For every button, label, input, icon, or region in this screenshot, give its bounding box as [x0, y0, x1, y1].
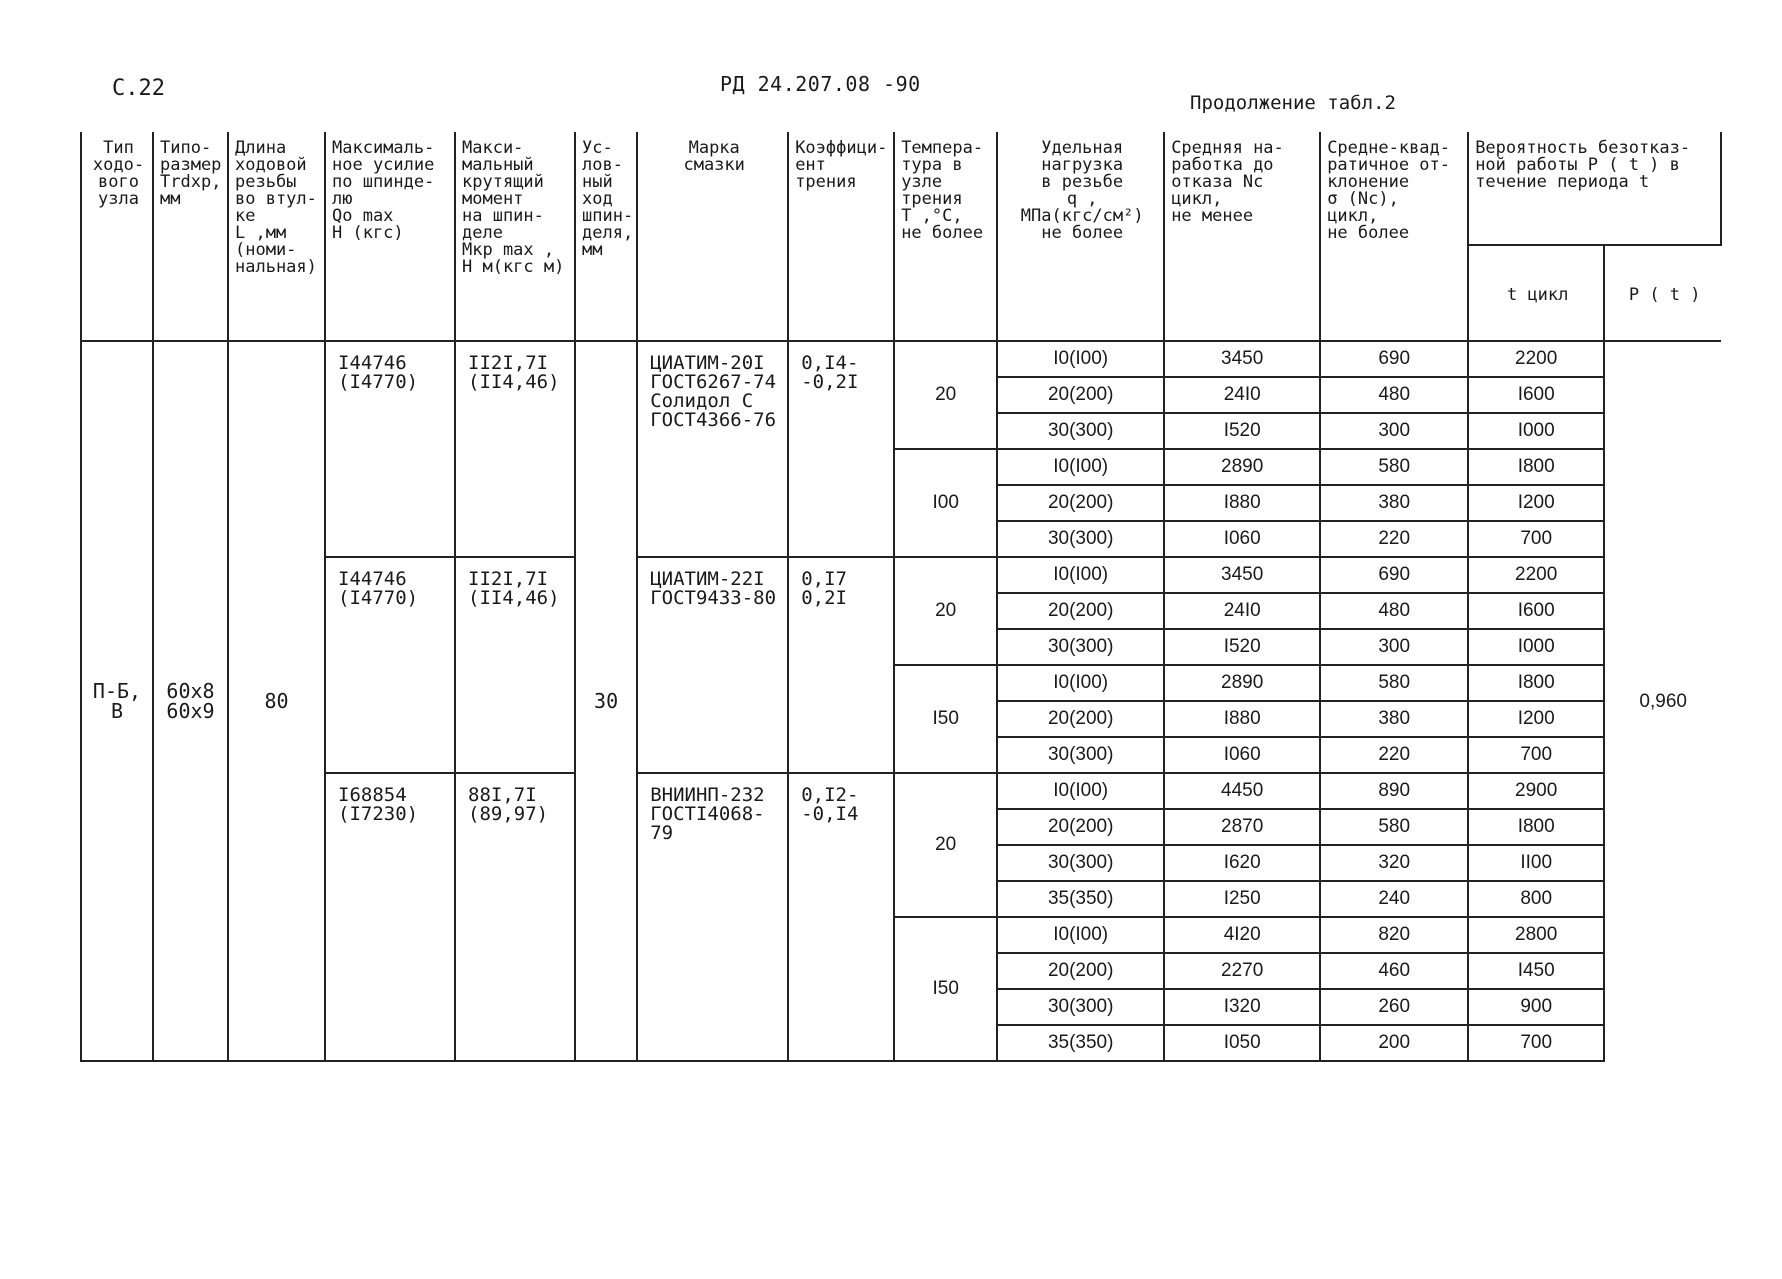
- header-stroke: [575, 132, 637, 341]
- header-line: не более: [1041, 223, 1124, 243]
- header-line: Темпера-: [901, 138, 984, 158]
- temperature-cell: 20: [894, 773, 997, 917]
- friction-coef-cell: 0,I7 0,2I: [788, 557, 894, 773]
- document-code: РД 24.207.08 -90: [720, 72, 921, 96]
- header-line: Н м(кгс м): [462, 257, 565, 277]
- header-line: мальный: [462, 155, 534, 175]
- std-deviation-cell: 200: [1320, 1025, 1468, 1061]
- std-deviation-cell: 300: [1320, 629, 1468, 665]
- specific-load-cell: I0(I00): [997, 917, 1164, 953]
- temperature-cell: I00: [894, 449, 997, 557]
- std-deviation-cell: 580: [1320, 449, 1468, 485]
- probability-cell: 0,960: [1604, 341, 1721, 1061]
- header-line: σ (Nc),: [1327, 189, 1399, 209]
- specific-load-cell: I0(I00): [997, 773, 1164, 809]
- header-line: на шпин-: [462, 206, 544, 226]
- temperature-cell: I50: [894, 917, 997, 1061]
- specific-load-cell: 20(200): [997, 809, 1164, 845]
- header-max-force: [325, 132, 455, 341]
- mean-time-cell: 3450: [1164, 341, 1320, 377]
- std-deviation-cell: 260: [1320, 989, 1468, 1025]
- header-line: Н (кгс): [332, 223, 404, 243]
- header-line: трения: [795, 172, 857, 192]
- header-line: ходо-: [92, 155, 145, 175]
- mean-time-cell: I060: [1164, 521, 1320, 557]
- header-line: момент: [462, 189, 524, 209]
- period-cycles-cell: 2900: [1468, 773, 1604, 809]
- header-line: крутящий: [462, 172, 544, 192]
- mean-time-cell: I880: [1164, 485, 1320, 521]
- mean-time-cell: 3450: [1164, 557, 1320, 593]
- header-line: ент: [795, 155, 826, 175]
- specific-load-cell: 35(350): [997, 881, 1164, 917]
- period-cycles-cell: I600: [1468, 593, 1604, 629]
- specific-load-cell: 30(300): [997, 413, 1164, 449]
- period-cycles-cell: 2200: [1468, 341, 1604, 377]
- period-cycles-cell: I600: [1468, 377, 1604, 413]
- lubricant-cell: ВНИИНП-232 ГОСТI4068-79: [637, 773, 788, 1061]
- mean-time-cell: 24I0: [1164, 593, 1320, 629]
- header-line: трения: [901, 189, 963, 209]
- header-line: в резьбе: [1041, 172, 1124, 192]
- header-line: отказа Nc: [1171, 172, 1264, 192]
- header-period-cycles: t цикл: [1468, 245, 1604, 341]
- mean-time-cell: I060: [1164, 737, 1320, 773]
- std-deviation-cell: 220: [1320, 521, 1468, 557]
- header-line: не более: [901, 223, 984, 243]
- header-line: клонение: [1327, 172, 1410, 192]
- header-line: деле: [462, 223, 503, 243]
- header-line: не более: [1327, 223, 1410, 243]
- friction-coef-cell: 0,I4- -0,2I: [788, 341, 894, 557]
- lubricant-cell: ЦИАТИМ-22I ГОСТ9433-80: [637, 557, 788, 773]
- header-line: вого: [98, 172, 139, 192]
- header-node-type: [81, 132, 153, 341]
- std-deviation-cell: 480: [1320, 593, 1468, 629]
- header-lubricant: [637, 132, 788, 341]
- header-line: МПа(кгс/см²): [1020, 206, 1144, 226]
- header-line: ный: [582, 172, 613, 192]
- header-std-deviation: [1320, 132, 1468, 341]
- std-deviation-cell: 480: [1320, 377, 1468, 413]
- std-deviation-cell: 690: [1320, 557, 1468, 593]
- period-cycles-cell: 800: [1468, 881, 1604, 917]
- mean-time-cell: 2870: [1164, 809, 1320, 845]
- header-line: T ,°C,: [901, 206, 963, 226]
- header-line: Типо-: [160, 138, 212, 158]
- max-moment-cell: II2I,7I (II4,46): [455, 341, 575, 557]
- max-force-cell: I44746 (I4770): [325, 341, 455, 557]
- header-line: ратичное от-: [1327, 155, 1451, 175]
- header-line: нальная): [235, 257, 317, 277]
- header-line: тура в: [901, 155, 963, 175]
- header-line: лов-: [582, 155, 623, 175]
- header-line: мм: [160, 189, 181, 209]
- header-probability: [1468, 132, 1721, 245]
- period-cycles-cell: 900: [1468, 989, 1604, 1025]
- period-cycles-cell: I200: [1468, 485, 1604, 521]
- header-line: ное усилие: [332, 155, 435, 175]
- header-line: ной работы P ( t ) в: [1475, 155, 1680, 175]
- header-line: L ,мм: [235, 223, 287, 243]
- std-deviation-cell: 320: [1320, 845, 1468, 881]
- temperature-cell: 20: [894, 557, 997, 665]
- table-row: [81, 341, 1721, 377]
- table-continuation-caption: Продолжение табл.2: [1190, 92, 1396, 114]
- table-row: [81, 773, 1721, 809]
- header-line: по шпинде-: [332, 172, 435, 192]
- period-cycles-cell: I000: [1468, 629, 1604, 665]
- header-max-moment: [455, 132, 575, 341]
- std-deviation-cell: 690: [1320, 341, 1468, 377]
- mean-time-cell: 24I0: [1164, 377, 1320, 413]
- header-line: Коэффици-: [795, 138, 888, 158]
- std-deviation-cell: 240: [1320, 881, 1468, 917]
- header-line: Средняя на-: [1171, 138, 1284, 158]
- period-cycles-cell: 700: [1468, 1025, 1604, 1061]
- std-deviation-cell: 820: [1320, 917, 1468, 953]
- std-deviation-cell: 300: [1320, 413, 1468, 449]
- header-specific-load: [997, 132, 1164, 341]
- mean-time-cell: 4I20: [1164, 917, 1320, 953]
- header-line: Удельная: [1041, 138, 1124, 158]
- table-body: [81, 341, 1721, 1061]
- mean-time-cell: 2890: [1164, 665, 1320, 701]
- std-deviation-cell: 380: [1320, 485, 1468, 521]
- std-deviation-cell: 890: [1320, 773, 1468, 809]
- header-line: во втул-: [235, 189, 317, 209]
- specific-load-cell: 30(300): [997, 737, 1164, 773]
- std-deviation-cell: 220: [1320, 737, 1468, 773]
- std-deviation-cell: 460: [1320, 953, 1468, 989]
- mean-time-cell: 2890: [1164, 449, 1320, 485]
- period-cycles-cell: 700: [1468, 737, 1604, 773]
- header-line: ход: [582, 189, 613, 209]
- friction-coef-cell: 0,I2- -0,I4: [788, 773, 894, 1061]
- header-friction-coef: [788, 132, 894, 341]
- specific-load-cell: 30(300): [997, 521, 1164, 557]
- page-number: С.22: [112, 76, 165, 101]
- stroke-cell: 30: [575, 341, 637, 1061]
- max-force-cell: I44746 (I4770): [325, 557, 455, 773]
- header-line: мм: [582, 240, 603, 260]
- header-line: резьбы: [235, 172, 297, 192]
- header-line: шпин-: [582, 206, 634, 226]
- specific-load-cell: 30(300): [997, 989, 1164, 1025]
- period-cycles-cell: I800: [1468, 809, 1604, 845]
- period-cycles-cell: II00: [1468, 845, 1604, 881]
- header-line: Ус-: [582, 138, 613, 158]
- header-line: работка до: [1171, 155, 1274, 175]
- header-line: Тип: [103, 138, 134, 158]
- period-cycles-cell: 2200: [1468, 557, 1604, 593]
- table-row: [81, 557, 1721, 593]
- header-line: Марка: [688, 138, 740, 158]
- header-line: Максималь-: [332, 138, 435, 158]
- period-cycles-cell: 700: [1468, 521, 1604, 557]
- std-deviation-cell: 380: [1320, 701, 1468, 737]
- header-line: течение периода t: [1475, 172, 1650, 192]
- mean-time-cell: I880: [1164, 701, 1320, 737]
- period-cycles-cell: I800: [1468, 449, 1604, 485]
- header-line: Qo max: [332, 206, 394, 226]
- specific-load-cell: 30(300): [997, 629, 1164, 665]
- max-moment-cell: 88I,7I (89,97): [455, 773, 575, 1061]
- header-line: цикл,: [1171, 189, 1223, 209]
- temperature-cell: I50: [894, 665, 997, 773]
- header-line: ке: [235, 206, 256, 226]
- std-deviation-cell: 580: [1320, 665, 1468, 701]
- header-temperature: [894, 132, 997, 341]
- header-line: ходовой: [235, 155, 307, 175]
- specific-load-cell: I0(I00): [997, 449, 1164, 485]
- mean-time-cell: I620: [1164, 845, 1320, 881]
- header-line: не менее: [1171, 206, 1254, 226]
- mean-time-cell: I250: [1164, 881, 1320, 917]
- mean-time-cell: 2270: [1164, 953, 1320, 989]
- mean-time-cell: I520: [1164, 629, 1320, 665]
- thread-length-cell: 80: [228, 341, 325, 1061]
- header-line: (номи-: [235, 240, 297, 260]
- specific-load-cell: 20(200): [997, 377, 1164, 413]
- header-line: Макси-: [462, 138, 524, 158]
- header-line: Средне-квад-: [1327, 138, 1451, 158]
- mean-time-cell: I520: [1164, 413, 1320, 449]
- period-cycles-cell: I450: [1468, 953, 1604, 989]
- data-table: [80, 132, 1722, 1062]
- specific-load-cell: I0(I00): [997, 557, 1164, 593]
- std-deviation-cell: 580: [1320, 809, 1468, 845]
- header-line: размер: [160, 155, 222, 175]
- mean-time-cell: I320: [1164, 989, 1320, 1025]
- header-line: деля,: [582, 223, 634, 243]
- specific-load-cell: 20(200): [997, 593, 1164, 629]
- header-mean-time: [1164, 132, 1320, 341]
- temperature-cell: 20: [894, 341, 997, 449]
- node-type-cell: П-Б, В: [81, 341, 153, 1061]
- mean-time-cell: I050: [1164, 1025, 1320, 1061]
- header-probability-value: P ( t ): [1604, 245, 1721, 341]
- period-cycles-cell: I000: [1468, 413, 1604, 449]
- header-line: Trdхр,: [160, 172, 222, 192]
- header-line: смазки: [683, 155, 745, 175]
- specific-load-cell: 20(200): [997, 485, 1164, 521]
- specific-load-cell: 30(300): [997, 845, 1164, 881]
- header-line: Мкр max ,: [462, 240, 555, 260]
- period-cycles-cell: I200: [1468, 701, 1604, 737]
- max-force-cell: I68854 (I7230): [325, 773, 455, 1061]
- header-line: узла: [98, 189, 139, 209]
- header-line: Длина: [235, 138, 287, 158]
- max-moment-cell: II2I,7I (II4,46): [455, 557, 575, 773]
- specific-load-cell: I0(I00): [997, 665, 1164, 701]
- header-line: узле: [901, 172, 943, 192]
- size-cell: 60х8 60х9: [153, 341, 228, 1061]
- header-line: q ,: [1066, 189, 1098, 209]
- specific-load-cell: 35(350): [997, 1025, 1164, 1061]
- specific-load-cell: I0(I00): [997, 341, 1164, 377]
- header-thread-length: [228, 132, 325, 341]
- mean-time-cell: 4450: [1164, 773, 1320, 809]
- period-cycles-cell: I800: [1468, 665, 1604, 701]
- period-cycles-cell: 2800: [1468, 917, 1604, 953]
- header-line: Вероятность безотказ-: [1475, 138, 1691, 158]
- specific-load-cell: 20(200): [997, 701, 1164, 737]
- lubricant-cell: ЦИАТИМ-20I ГОСТ6267-74 Солидол С ГОСТ4366-76: [637, 341, 788, 557]
- header-line: цикл,: [1327, 206, 1379, 226]
- header-line: лю: [332, 189, 353, 209]
- header-size: [153, 132, 228, 341]
- header-line: нагрузка: [1041, 155, 1124, 175]
- specific-load-cell: 20(200): [997, 953, 1164, 989]
